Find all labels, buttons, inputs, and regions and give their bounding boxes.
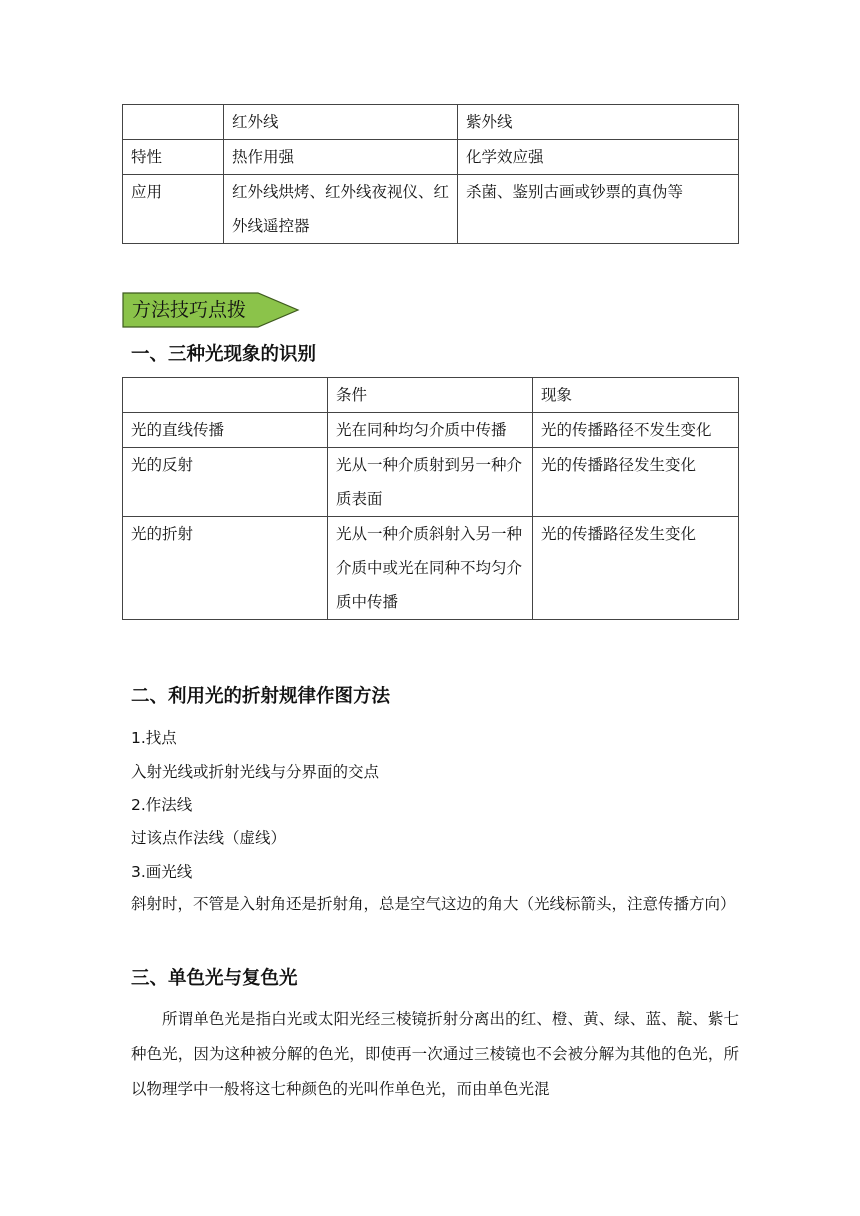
infrared-ultraviolet-table	[122, 104, 739, 244]
table-cell: 特性	[123, 140, 224, 175]
table-row	[123, 175, 739, 244]
table-cell: 光从一种介质射到另一种介质表面	[328, 448, 533, 517]
method-tips-banner	[122, 292, 300, 328]
step-title: 1.找点	[131, 729, 177, 747]
table-header-cell	[123, 378, 328, 413]
section-heading: 二、利用光的折射规律作图方法	[131, 686, 391, 707]
step-title: 2.作法线	[131, 796, 193, 814]
table-cell: 光的传播路径发生变化	[533, 517, 739, 620]
table-row	[123, 517, 739, 620]
table-cell: 光在同种均匀介质中传播	[328, 413, 533, 448]
table-header-row	[123, 105, 739, 140]
table-cell: 应用	[123, 175, 224, 244]
step-title: 3.画光线	[131, 863, 193, 881]
table-header-cell	[123, 105, 224, 140]
table-cell: 杀菌、鉴别古画或钞票的真伪等	[458, 175, 739, 244]
table-cell: 光的直线传播	[123, 413, 328, 448]
table-cell: 热作用强	[224, 140, 458, 175]
table-cell: 光的折射	[123, 517, 328, 620]
table-header-row	[123, 378, 739, 413]
table-cell: 光从一种介质斜射入另一种介质中或光在同种不均匀介质中传播	[328, 517, 533, 620]
table-cell: 光的传播路径不发生变化	[533, 413, 739, 448]
step-text: 斜射时，不管是入射角还是折射角，总是空气这边的角大（光线标箭头，注意传播方向）	[131, 895, 736, 913]
section-heading: 一、三种光现象的识别	[131, 344, 317, 365]
table-header-cell: 红外线	[224, 105, 458, 140]
table-header-cell: 条件	[328, 378, 533, 413]
section-heading: 三、单色光与复色光	[131, 968, 298, 989]
table-cell: 光的反射	[123, 448, 328, 517]
table-cell: 光的传播路径发生变化	[533, 448, 739, 517]
table-row	[123, 413, 739, 448]
table-cell: 化学效应强	[458, 140, 739, 175]
banner-label: 方法技巧点拨	[132, 299, 247, 321]
body-paragraph: 所谓单色光是指白光或太阳光经三棱镜折射分离出的红、橙、黄、绿、蓝、靛、紫七种色光，因为这种被分解的色光，即使再一次通过三棱镜也不会被分解为其他的色光，所以物理学中一般将这七种颜色的光叫作单色光，而由单色光混	[131, 1010, 739, 1098]
table-row	[123, 140, 739, 175]
table-row	[123, 448, 739, 517]
table-header-cell: 现象	[533, 378, 739, 413]
step-text: 过该点作法线（虚线）	[131, 829, 287, 847]
table-cell: 红外线烘烤、红外线夜视仪、红外线遥控器	[224, 175, 458, 244]
table-header-cell: 紫外线	[458, 105, 739, 140]
light-phenomena-table	[122, 377, 739, 620]
step-text: 入射光线或折射光线与分界面的交点	[131, 763, 380, 781]
